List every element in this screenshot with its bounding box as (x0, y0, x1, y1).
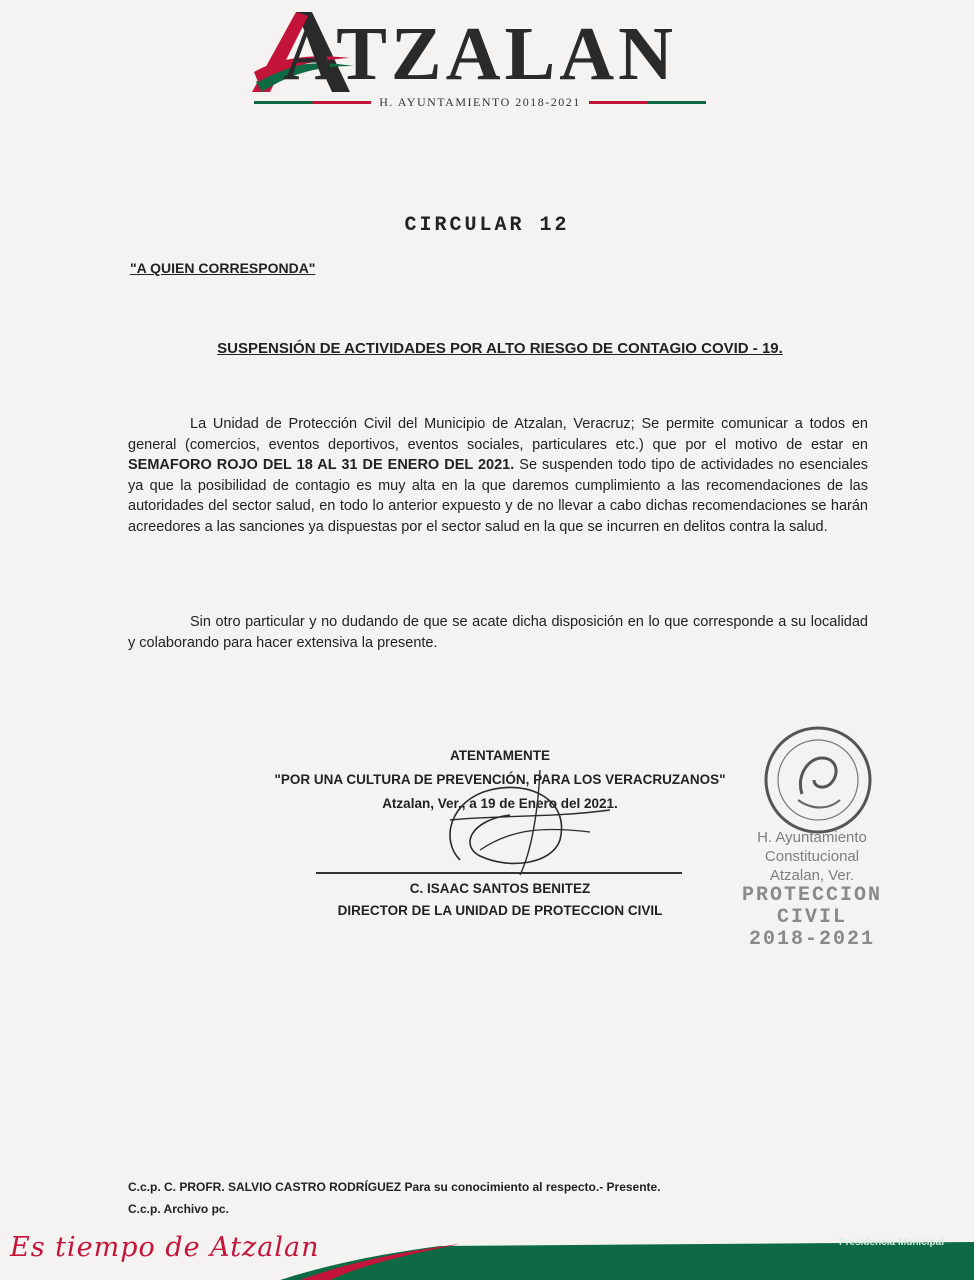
body-paragraph-1 (128, 414, 868, 537)
stamp-line: CIVIL (776, 906, 847, 929)
paragraph-text: Se suspenden todo tipo de actividades no esenciales ya que la posibilidad de contagio es muy alta en la que daremos cumplimiento a las recomendaciones de las autoridades del sector salud, en todo lo anterior expuesto y de no llevar a cabo dichas recomendaciones se harán acreedores a las sanciones ya dispuestas por el sector salud en la que se incurren en delitos contra la salud. (128, 457, 869, 535)
logo-subtitle: H. AYUNTAMIENTO 2018-2021 (379, 94, 581, 109)
highlight-text: SEMAFORO ROJO DEL 18 AL 31 DE ENERO DEL 2021. (128, 457, 515, 473)
official-seal-icon (762, 724, 874, 836)
municipal-logo (250, 8, 710, 108)
divider (589, 101, 706, 104)
body-paragraph-2 (128, 612, 868, 653)
subject-line: SUSPENSIÓN DE ACTIVIDADES POR ALTO RIESGO DE CONTAGIO COVID - 19. (217, 340, 783, 357)
footer-office: Presidencia Municipal (838, 1237, 944, 1248)
stamp-line: 2018-2021 (748, 928, 876, 951)
footer-info (604, 1238, 944, 1248)
paragraph-text: Sin otro particular y no dudando de que se acate dicha disposición en lo que corresponde a su localidad y colaborando para hacer extensiva la presente. (128, 614, 868, 651)
circular-title: CIRCULAR 12 (404, 214, 570, 237)
divider (254, 101, 371, 104)
salutation: ATENTAMENTE (450, 748, 550, 763)
ccp-line: C.c.p. C. PROFR. SALVIO CASTRO RODRÍGUEZ Para su conocimiento al respecto.- Presente. (128, 1180, 661, 1194)
stamp-line: H. Ayuntamiento (757, 829, 867, 846)
carbon-copy-block (128, 1176, 661, 1220)
footer-slogan: Es tiempo de Atzalan (10, 1232, 320, 1263)
protection-civil-stamp (712, 828, 912, 951)
signer-title: DIRECTOR DE LA UNIDAD DE PROTECCION CIVIL (337, 903, 663, 918)
place-date: Atzalan, Ver., a 19 de Enero del 2021. (382, 796, 618, 811)
logo-wordmark: ATZALAN (283, 12, 677, 96)
paragraph-text: La Unidad de Protección Civil del Municipio de Atzalan, Veracruz; Se permite comunicar a todos en general (comercios, eventos deportivos, eventos sociales, particulares etc.) que por el motivo de estar en (128, 416, 868, 453)
motto: "POR UNA CULTURA DE PREVENCIÓN, PARA LOS VERACRUZANOS" (274, 772, 726, 787)
signer-name: C. ISAAC SANTOS BENITEZ (409, 881, 591, 896)
stamp-line: Atzalan, Ver. (769, 867, 855, 884)
signature-line (316, 872, 682, 874)
logo-subtitle-row (254, 94, 706, 110)
stamp-line: PROTECCION (741, 884, 883, 907)
handwritten-signature (420, 760, 620, 880)
stamp-line: Constitucional (764, 848, 860, 865)
signer-block (300, 878, 700, 922)
addressee: "A QUIEN CORRESPONDA" (130, 260, 316, 276)
ccp-line: C.c.p. Archivo pc. (128, 1202, 229, 1216)
